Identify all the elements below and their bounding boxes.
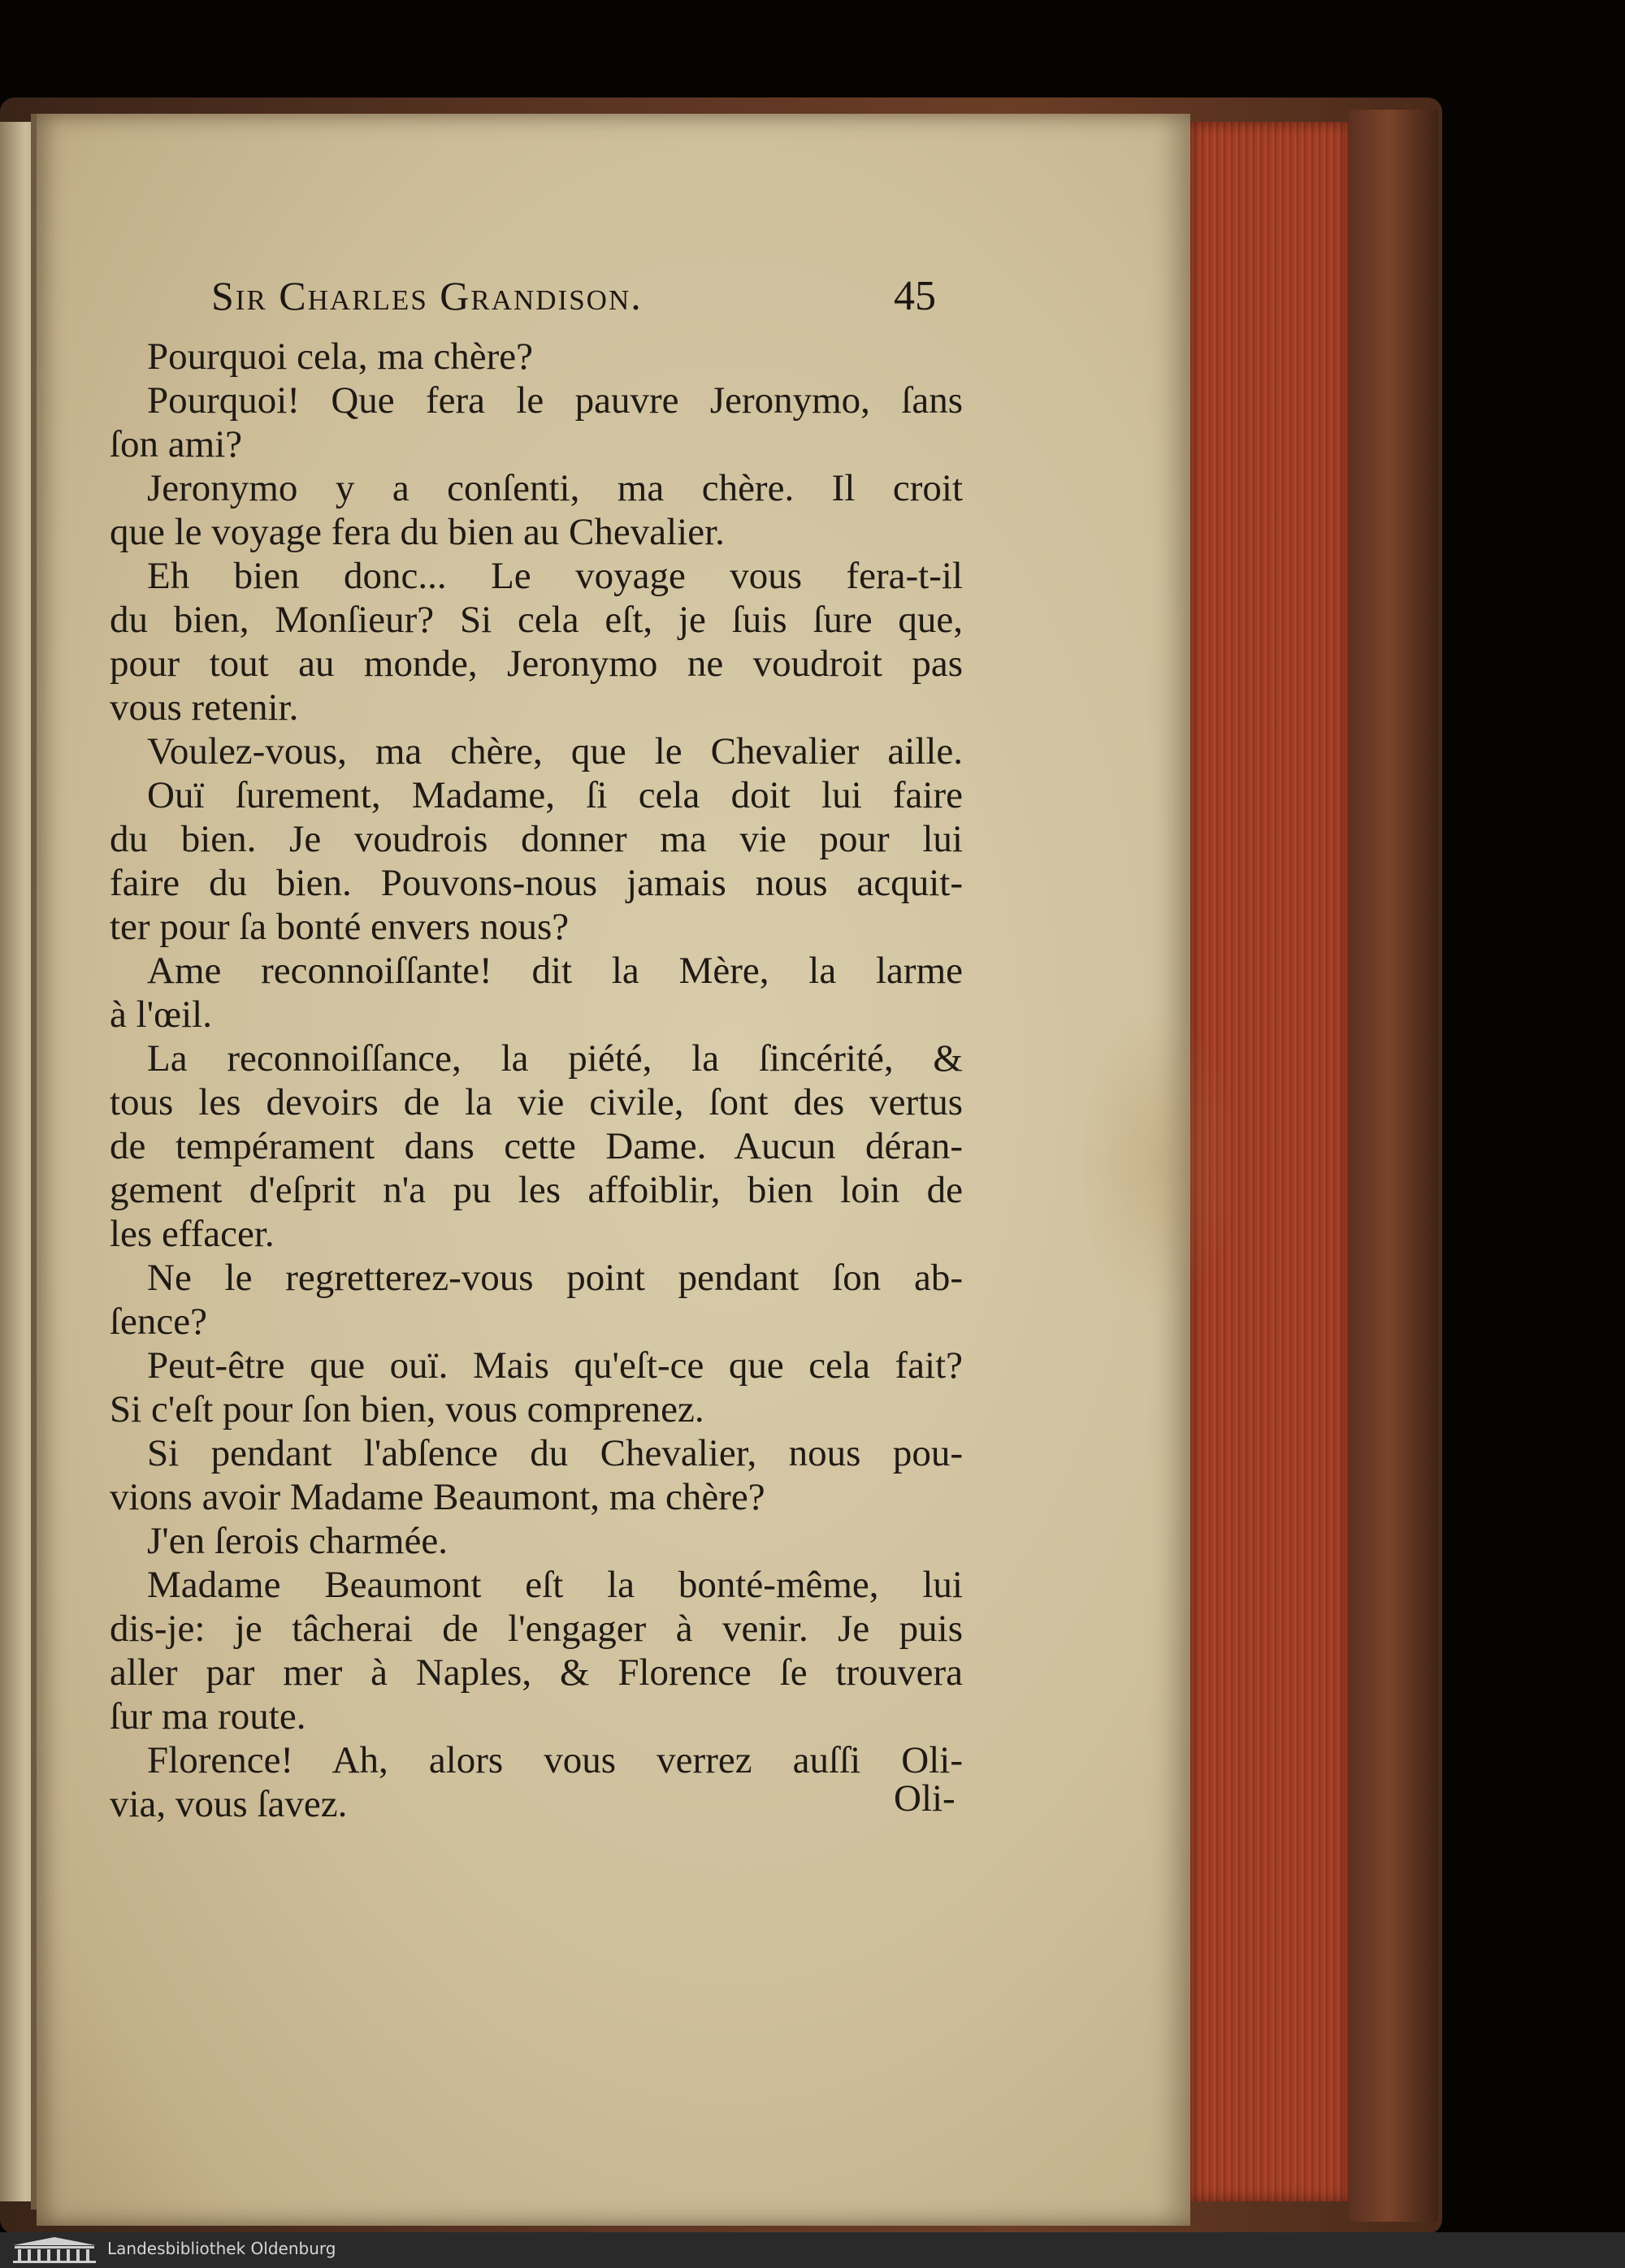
library-building-icon xyxy=(10,2236,99,2265)
text-line: faire du bien. Pouvons-nous jamais nous acquit- xyxy=(110,862,963,904)
text-line: de tempérament dans cette Dame. Aucun déran- xyxy=(110,1125,963,1167)
text-line: Ouï ſurement, Madame, ſi cela doit lui faire xyxy=(147,774,963,816)
text-line: les effacer. xyxy=(110,1213,275,1255)
text-line: Jeronymo y a conſenti, ma chère. Il croit xyxy=(147,467,963,509)
text-line: Peut-être que ouï. Mais qu'eſt-ce que cela fait? xyxy=(147,1344,963,1387)
text-line: Pourquoi! Que fera le pauvre Jeronymo, ſans xyxy=(147,379,963,422)
catchword: Oli- xyxy=(894,1777,956,1820)
text-line: pour tout au monde, Jeronymo ne voudroit pas xyxy=(110,643,963,685)
text-line: aller par mer à Naples, & Florence ſe trouvera xyxy=(110,1651,963,1694)
text-line: vous retenir. xyxy=(110,686,299,729)
text-line: Florence! Ah, alors vous verrez auſſi Oli- xyxy=(147,1739,963,1781)
text-line: du bien. Je voudrois donner ma vie pour lui xyxy=(110,818,963,860)
page-text xyxy=(110,335,963,1826)
text-line: gement d'eſprit n'a pu les affoiblir, bien loin de xyxy=(110,1169,963,1211)
text-line: Madame Beaumont eſt la bonté-même, lui xyxy=(147,1564,963,1606)
text-line: Voulez-vous, ma chère, que le Chevalier aille. xyxy=(147,730,963,773)
text-line: ſon ami? xyxy=(110,423,243,465)
text-line: vions avoir Madame Beaumont, ma chère? xyxy=(110,1476,765,1518)
running-title: Sir Charles Grandison. xyxy=(211,273,643,318)
cover-edge xyxy=(1349,110,1438,2222)
text-line: J'en ſerois charmée. xyxy=(147,1520,448,1562)
text-line: ſur ma route. xyxy=(110,1695,306,1738)
text-line: via, vous ſavez. xyxy=(110,1783,348,1825)
paper-stain xyxy=(1077,1007,1239,1316)
text-line: du bien, Monſieur? Si cela eſt, je ſuis ſure que, xyxy=(110,599,963,641)
text-line: tous les devoirs de la vie civile, ſont des vertus xyxy=(110,1081,963,1123)
text-line: Pourquoi cela, ma chère? xyxy=(147,335,534,378)
library-name: Landesbibliothek Oldenburg xyxy=(107,2239,336,2258)
text-line: Ne le regretterez-vous point pendant ſon ab- xyxy=(147,1257,963,1299)
text-line: dis-je: je tâcherai de l'engager à venir. Je puis xyxy=(110,1608,963,1650)
text-line: à l'œil. xyxy=(110,993,212,1036)
text-line: ter pour ſa bonté envers nous? xyxy=(110,906,570,948)
text-line: La reconnoiſſance, la piété, la ſincérité, & xyxy=(147,1037,963,1080)
text-line: Si pendant l'abſence du Chevalier, nous pou- xyxy=(147,1432,963,1474)
text-line: que le voyage fera du bien au Chevalier. xyxy=(110,511,725,553)
text-line: ſence? xyxy=(110,1301,208,1343)
text-line: Ame reconnoiſſante! dit la Mère, la larme xyxy=(147,950,963,992)
text-line: Eh bien donc... Le voyage vous fera-t-il xyxy=(147,555,963,597)
page-number: 45 xyxy=(894,273,936,319)
text-line: Si c'eſt pour ſon bien, vous comprenez. xyxy=(110,1388,704,1430)
